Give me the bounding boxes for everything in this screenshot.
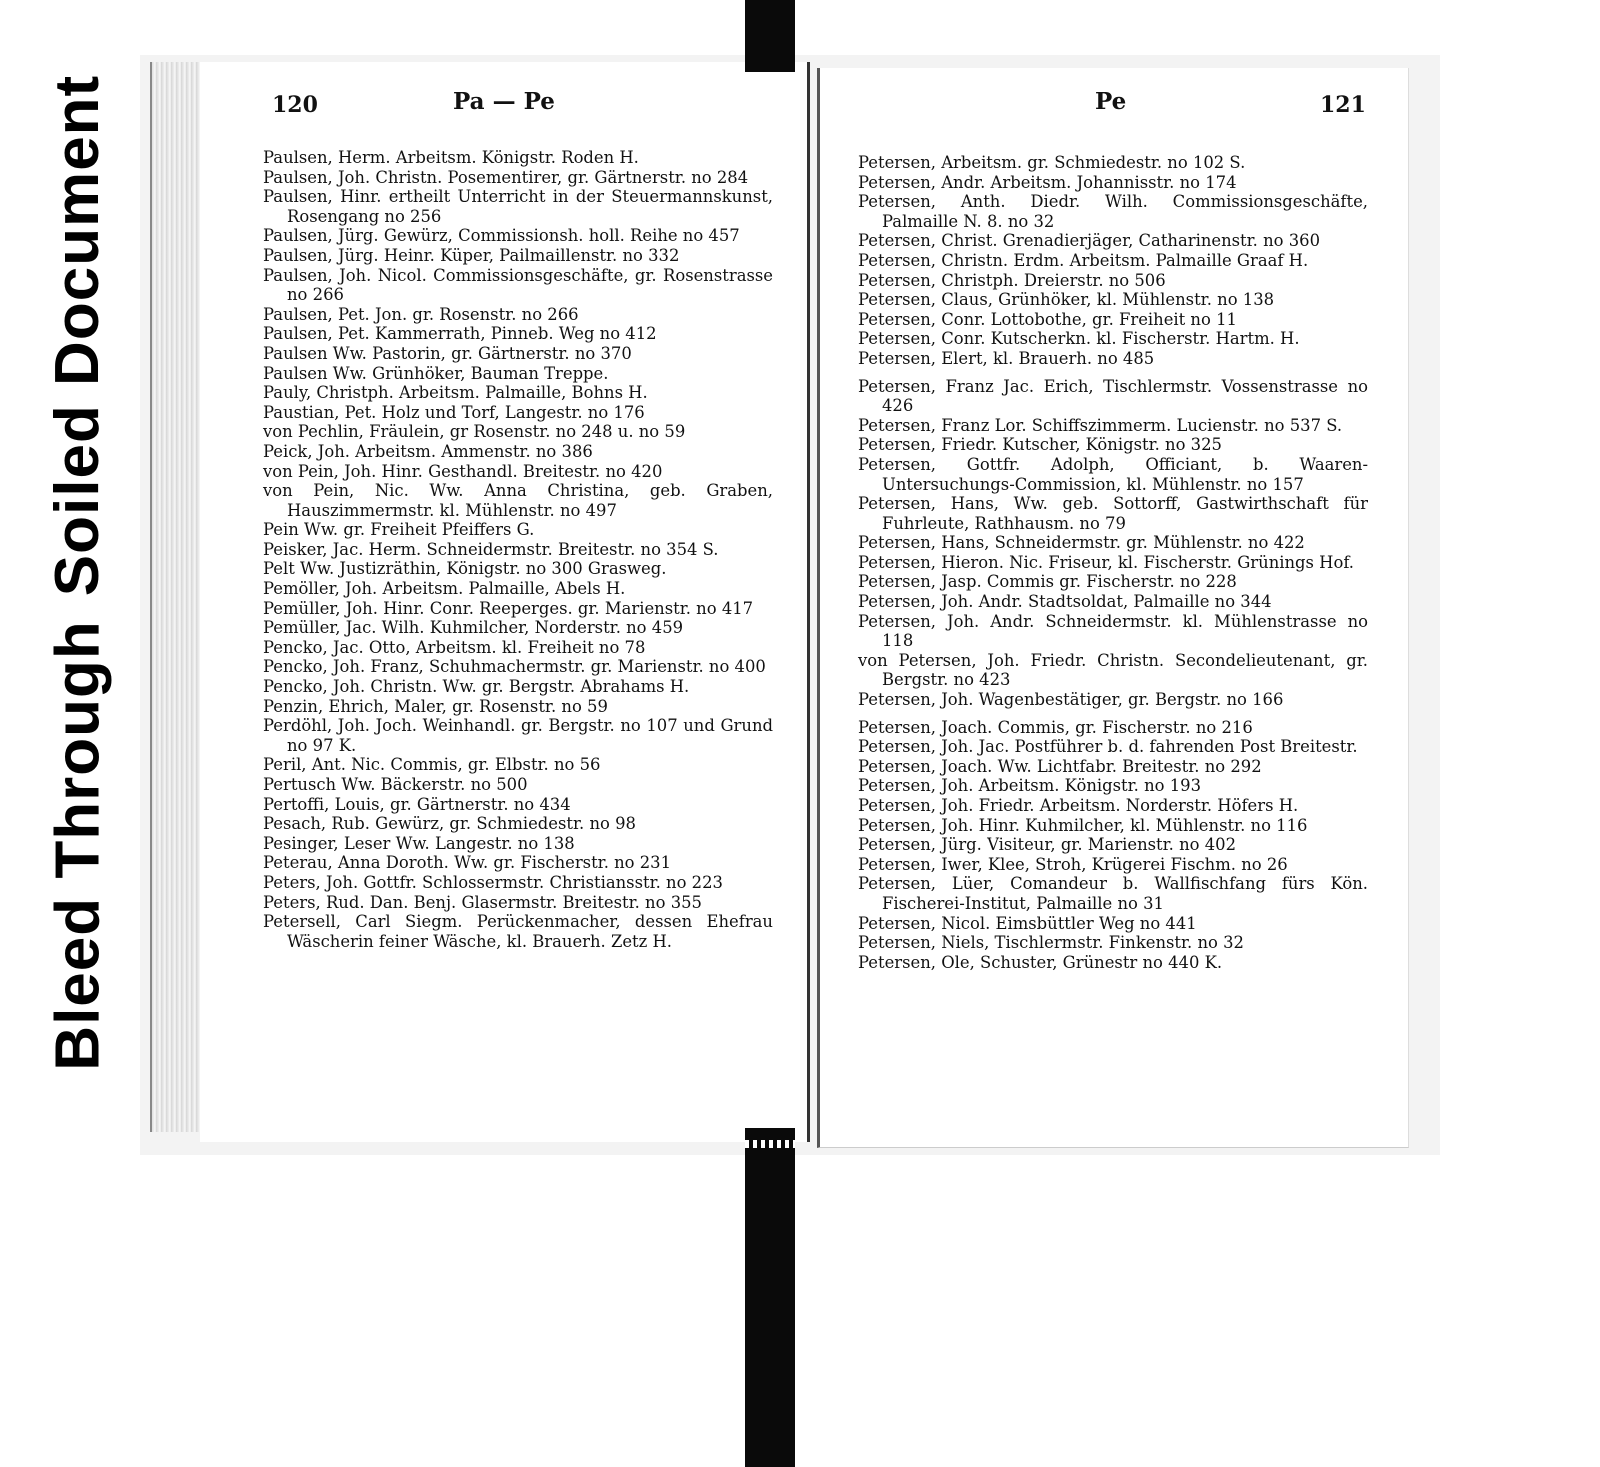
directory-entry: Petersen, Joach. Commis, gr. Fischerstr. no 216: [858, 717, 1253, 737]
directory-entry: von Pein, Joh. Hinr. Gesthandl. Breitestr. no 420: [263, 461, 663, 481]
directory-entry: Petersen, Conr. Kutscherkn. kl. Fischerstr. Hartm. H.: [858, 329, 1300, 349]
directory-entry: Paulsen, Herm. Arbeitsm. Königstr. Roden H.: [263, 148, 639, 167]
page-edges: [150, 62, 204, 1132]
directory-entry: Pelt Ww. Justizräthin, Königstr. no 300 Grasweg.: [263, 559, 667, 579]
directory-entry: Petersen, Hieron. Nic. Friseur, kl. Fischerstr. Grünings Hof.: [858, 552, 1355, 572]
directory-entry: Petersen, Joh. Wagenbestätiger, gr. Bergstr. no 166: [858, 690, 1284, 710]
gutter-top: [745, 0, 795, 72]
directory-entry: Pencko, Joh. Christn. Ww. gr. Bergstr. Abrahams H.: [263, 677, 690, 697]
directory-entry: Pauly, Christph. Arbeitsm. Palmaille, Bohns H.: [263, 383, 648, 403]
directory-entry: Paulsen, Jürg. Gewürz, Commissionsh. holl. Reihe no 457: [263, 226, 740, 246]
directory-entry: Paulsen Ww. Grünhöker, Bauman Treppe.: [263, 363, 609, 383]
directory-entry: Petersen, Lüer, Comandeur b. Wallfischfang fürs Kön. Fischerei-Institut, Palmaille no 31: [858, 874, 1368, 913]
directory-entry: Petersen, Claus, Grünhöker, kl. Mühlenstr. no 138: [858, 290, 1275, 310]
directory-entry: Petersen, Joach. Ww. Lichtfabr. Breitestr. no 292: [858, 756, 1262, 776]
directory-entry: Petersen, Christph. Dreierstr. no 506: [858, 270, 1166, 290]
directory-entry: Peterau, Anna Doroth. Ww. gr. Fischerstr. no 231: [263, 853, 672, 873]
directory-entry: Petersen, Hans, Schneidermstr. gr. Mühlenstr. no 422: [858, 533, 1305, 553]
directory-entry: Pertusch Ww. Bäckerstr. no 500: [263, 775, 528, 794]
left-page-number: 120: [272, 92, 318, 118]
directory-entry: von Pein, Nic. Ww. Anna Christina, geb. Graben, Hauszimmermstr. kl. Mühlenstr. no 497: [263, 481, 773, 520]
directory-entry: Peick, Joh. Arbeitsm. Ammenstr. no 386: [263, 441, 593, 461]
right-page-header: Pe: [1095, 88, 1127, 115]
directory-entry: Petersen, Arbeitsm. gr. Schmiedestr. no 102 S.: [858, 153, 1246, 172]
directory-entry: Petersen, Franz Jac. Erich, Tischlermstr. Vossenstrasse no 426: [858, 376, 1368, 416]
directory-entry: Pesinger, Leser Ww. Langestr. no 138: [263, 833, 575, 853]
directory-entry: Petersen, Christ. Grenadierjäger, Catharinenstr. no 360: [858, 231, 1321, 251]
directory-entry: Peisker, Jac. Herm. Schneidermstr. Breitestr. no 354 S.: [263, 539, 719, 559]
directory-entry: Pein Ww. gr. Freiheit Pfeiffers G.: [263, 520, 535, 540]
directory-entry: von Pechlin, Fräulein, gr Rosenstr. no 248 u. no 59: [263, 422, 686, 442]
gutter-stitching: [745, 1140, 795, 1148]
directory-entry: Peters, Rud. Dan. Benj. Glasermstr. Breitestr. no 355: [263, 892, 702, 912]
directory-entry: Petersen, Joh. Andr. Stadtsoldat, Palmaille no 344: [858, 592, 1272, 612]
directory-entry: Pesach, Rub. Gewürz, gr. Schmiedestr. no 98: [263, 814, 636, 834]
left-entry-list: [263, 148, 773, 951]
directory-entry: Petersen, Friedr. Kutscher, Königstr. no 325: [858, 435, 1222, 455]
directory-entry: Pemöller, Joh. Arbeitsm. Palmaille, Abels H.: [263, 579, 626, 599]
left-page-header: Pa — Pe: [453, 88, 555, 115]
directory-entry: Petersen, Conr. Lottobothe, gr. Freiheit no 11: [858, 309, 1237, 329]
directory-entry: Petersen, Ole, Schuster, Grünestr no 440 K.: [858, 952, 1223, 972]
right-page-number: 121: [1320, 92, 1366, 118]
directory-entry: Pemüller, Jac. Wilh. Kuhmilcher, Norderstr. no 459: [263, 618, 684, 638]
directory-entry: Paulsen, Hinr. ertheilt Unterricht in der Steuermannskunst, Rosengang no 256: [263, 187, 773, 226]
directory-entry: Petersen, Iwer, Klee, Stroh, Krügerei Fischm. no 26: [858, 854, 1288, 874]
directory-entry: Petersell, Carl Siegm. Perückenmacher, dessen Ehefrau Wäscherin feiner Wäsche, kl. Brauerh. Zetz H.: [263, 912, 773, 951]
directory-entry: Penzin, Ehrich, Maler, gr. Rosenstr. no 59: [263, 696, 608, 716]
directory-entry: Petersen, Gottfr. Adolph, Officiant, b. Waaren-Untersuchungs-Commission, kl. Mühlenstr. no 157: [858, 454, 1368, 494]
gutter-bottom: [745, 1128, 795, 1467]
directory-entry: Petersen, Joh. Hinr. Kuhmilcher, kl. Mühlenstr. no 116: [858, 815, 1308, 835]
directory-entry: Paulsen, Pet. Jon. gr. Rosenstr. no 266: [263, 304, 579, 324]
directory-entry: Petersen, Andr. Arbeitsm. Johannisstr. no 174: [858, 172, 1237, 192]
directory-entry: Paulsen Ww. Pastorin, gr. Gärtnerstr. no 370: [263, 343, 632, 363]
directory-entry: Petersen, Joh. Andr. Schneidermstr. kl. Mühlenstrasse no 118: [858, 611, 1368, 651]
directory-entry: von Petersen, Joh. Friedr. Christn. Secondelieutenant, gr. Bergstr. no 423: [858, 650, 1368, 690]
directory-entry: Perdöhl, Joh. Joch. Weinhandl. gr. Bergstr. no 107 und Grund no 97 K.: [263, 716, 773, 755]
soiled-document-label: Soiled Document: [28, 70, 128, 600]
directory-entry: Paustian, Pet. Holz und Torf, Langestr. no 176: [263, 402, 645, 422]
directory-entry: Pertoffi, Louis, gr. Gärtnerstr. no 434: [263, 794, 571, 814]
directory-entry: Petersen, Elert, kl. Brauerh. no 485: [858, 348, 1155, 368]
directory-entry: Peril, Ant. Nic. Commis, gr. Elbstr. no 56: [263, 755, 601, 775]
directory-entry: Petersen, Anth. Diedr. Wilh. Commissionsgeschäfte, Palmaille N. 8. no 32: [858, 192, 1368, 231]
directory-entry: Peters, Joh. Gottfr. Schlossermstr. Christiansstr. no 223: [263, 872, 723, 892]
directory-entry: Paulsen, Joh. Nicol. Commissionsgeschäfte, gr. Rosenstrasse no 266: [263, 265, 773, 305]
directory-entry: Petersen, Franz Lor. Schiffszimmerm. Lucienstr. no 537 S.: [858, 415, 1343, 435]
bleed-through-label: Bleed Through: [28, 610, 128, 1080]
directory-entry: Petersen, Joh. Friedr. Arbeitsm. Norderstr. Höfers H.: [858, 796, 1299, 815]
directory-entry: Petersen, Nicol. Eimsbüttler Weg no 441: [858, 913, 1197, 933]
directory-entry: Petersen, Jürg. Visiteur, gr. Marienstr. no 402: [858, 835, 1237, 855]
directory-entry: Petersen, Joh. Arbeitsm. Königstr. no 193: [858, 776, 1202, 796]
directory-entry: Petersen, Joh. Jac. Postführer b. d. fahrenden Post Breitestr.: [858, 737, 1358, 757]
directory-entry: Petersen, Jasp. Commis gr. Fischerstr. no 228: [858, 572, 1237, 592]
directory-entry: Pemüller, Joh. Hinr. Conr. Reeperges. gr. Marienstr. no 417: [263, 598, 754, 618]
directory-entry: Pencko, Joh. Franz, Schuhmachermstr. gr. Marienstr. no 400: [263, 657, 766, 677]
right-entry-list: [858, 153, 1368, 972]
directory-entry: Petersen, Hans, Ww. geb. Sottorff, Gastwirthschaft für Fuhrleute, Rathhausm. no 79: [858, 494, 1368, 533]
directory-entry: Pencko, Jac. Otto, Arbeitsm. kl. Freiheit no 78: [263, 637, 646, 657]
directory-entry: Petersen, Niels, Tischlermstr. Finkenstr. no 32: [858, 933, 1244, 953]
directory-entry: Paulsen, Pet. Kammerrath, Pinneb. Weg no 412: [263, 324, 657, 344]
directory-entry: Paulsen, Jürg. Heinr. Küper, Pailmaillenstr. no 332: [263, 245, 680, 265]
directory-entry: Paulsen, Joh. Christn. Posementirer, gr. Gärtnerstr. no 284: [263, 167, 749, 187]
directory-entry: Petersen, Christn. Erdm. Arbeitsm. Palmaille Graaf H.: [858, 250, 1309, 270]
